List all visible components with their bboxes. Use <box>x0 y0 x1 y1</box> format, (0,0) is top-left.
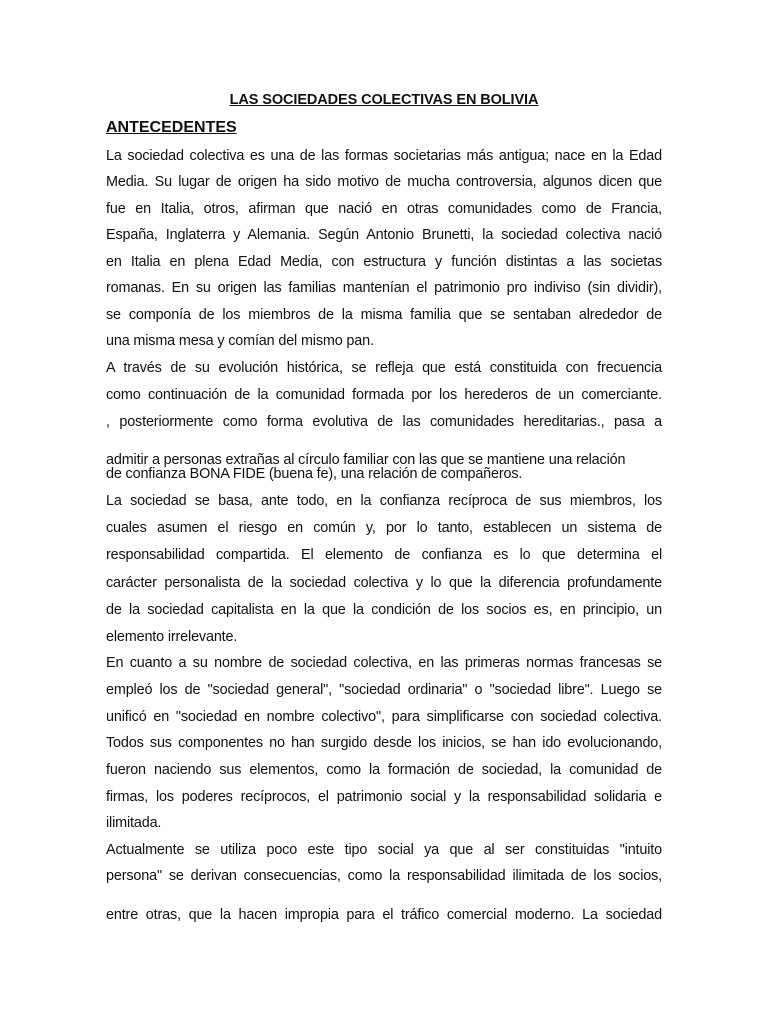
paragraph-line: Actualmente se utiliza poco este tipo social ya que al ser constituidas "intuito <box>106 842 662 858</box>
paragraph-line: como continuación de la comunidad formada por los herederos de un comerciante. <box>106 387 662 403</box>
paragraph-line: ilimitada. <box>106 815 162 831</box>
paragraph-line: admitir a personas extrañas al círculo familiar con las que se mantiene una relación <box>106 452 626 468</box>
paragraph-line: unificó en "sociedad en nombre colectivo", para simplificarse con sociedad colectiva. <box>106 709 662 725</box>
paragraph-line: fueron naciendo sus elementos, como la formación de sociedad, la comunidad de <box>106 762 662 778</box>
paragraph-line: entre otras, que la hacen impropia para el tráfico comercial moderno. La sociedad <box>106 907 662 923</box>
paragraph-line: carácter personalista de la sociedad colectiva y lo que la diferencia profundamente <box>106 575 662 591</box>
paragraph-line: elemento irrelevante. <box>106 629 238 645</box>
paragraph-line: La sociedad se basa, ante todo, en la confianza recíproca de sus miembros, los <box>106 493 662 509</box>
section-heading: ANTECEDENTES <box>106 119 237 136</box>
paragraph-line: Todos sus componentes no han surgido desde los inicios, se han ido evolucionando, <box>106 735 662 751</box>
paragraph-line: en Italia en plena Edad Media, con estructura y función distintas a las societas <box>106 254 662 270</box>
paragraph-line: de confianza BONA FIDE (buena fe), una relación de compañeros. <box>106 466 523 482</box>
paragraph-line: La sociedad colectiva es una de las formas societarias más antigua; nace en la Edad <box>106 148 662 164</box>
document-title: LAS SOCIEDADES COLECTIVAS EN BOLIVIA <box>229 92 539 108</box>
paragraph-line: cuales asumen el riesgo en común y, por lo tanto, establecen un sistema de <box>106 520 662 536</box>
paragraph-line: En cuanto a su nombre de sociedad colectiva, en las primeras normas francesas se <box>106 655 662 671</box>
paragraph-line: España, Inglaterra y Alemania. Según Antonio Brunetti, la sociedad colectiva nació <box>106 227 662 243</box>
paragraph-line: fue en Italia, otros, afirman que nació en otras comunidades como de Francia, <box>106 201 662 217</box>
paragraph-line: de la sociedad capitalista en la que la condición de los socios es, en principio, un <box>106 602 662 618</box>
paragraph-line: , posteriormente como forma evolutiva de las comunidades hereditarias., pasa a <box>106 414 662 430</box>
paragraph-line: una misma mesa y comían del mismo pan. <box>106 333 374 349</box>
paragraph-line: romanas. En su origen las familias mantenían el patrimonio pro indiviso (sin dividir), <box>106 280 662 296</box>
paragraph-line: responsabilidad compartida. El elemento de confianza es lo que determina el <box>106 547 662 563</box>
paragraph-line: firmas, los poderes recíprocos, el patrimonio social y la responsabilidad solidaria e <box>106 789 662 805</box>
paragraph-line: persona" se derivan consecuencias, como la responsabilidad ilimitada de los socios, <box>106 868 662 884</box>
paragraph-line: A través de su evolución histórica, se refleja que está constituida con frecuencia <box>106 360 662 376</box>
paragraph-line: se componía de los miembros de la misma familia que se sentaban alrededor de <box>106 307 662 323</box>
paragraph-line: Media. Su lugar de origen ha sido motivo de mucha controversia, algunos dicen que <box>106 174 662 190</box>
paragraph-line: empleó los de "sociedad general", "sociedad ordinaria" o "sociedad libre". Luego se <box>106 682 662 698</box>
